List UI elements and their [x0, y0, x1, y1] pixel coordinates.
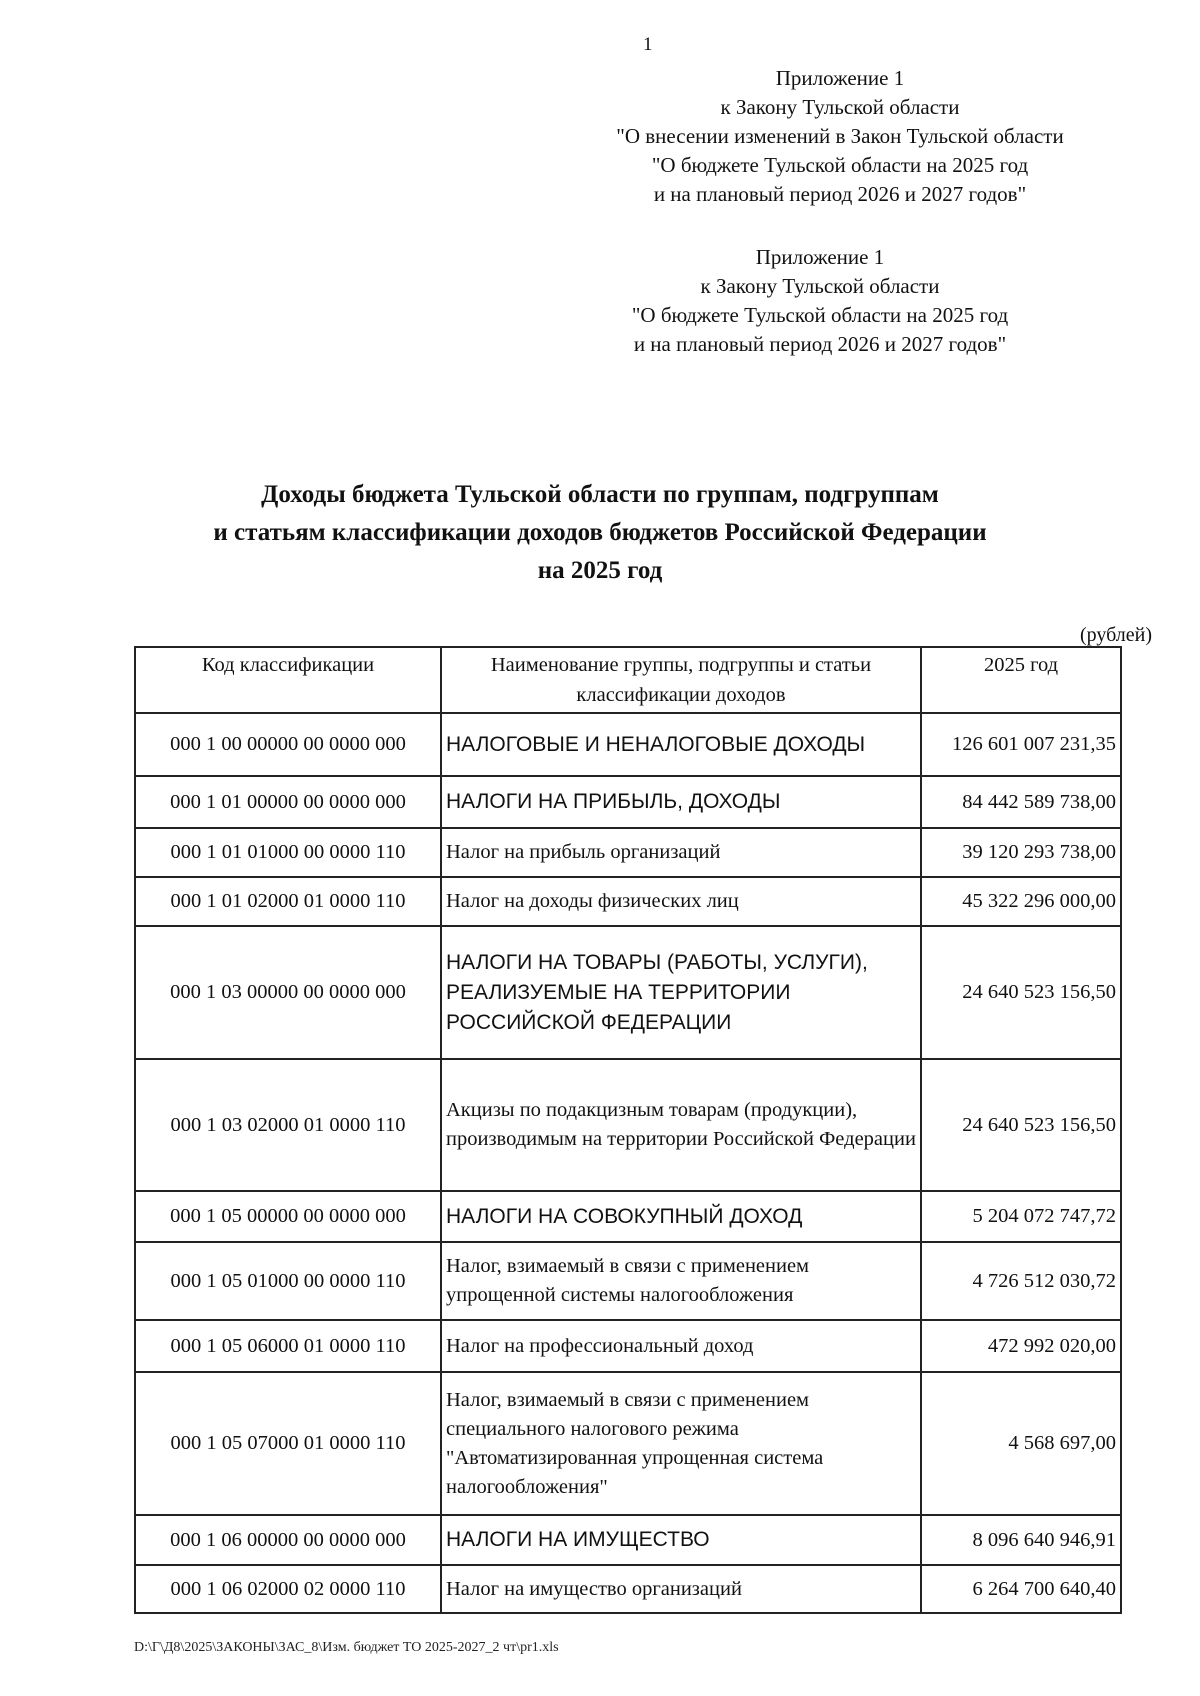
row-name: НАЛОГИ НА ПРИБЫЛЬ, ДОХОДЫ [441, 776, 921, 828]
annex-line: Приложение 1 [755, 245, 885, 269]
page-number: 1 [643, 34, 653, 55]
row-value: 472 992 020,00 [921, 1320, 1121, 1372]
row-code: 000 1 06 02000 02 0000 110 [135, 1565, 441, 1613]
annex-line: Приложение 1 [775, 66, 905, 90]
row-name: НАЛОГИ НА СОВОКУПНЫЙ ДОХОД [441, 1191, 921, 1242]
annex-line: и на плановый период 2026 и 2027 годов" [653, 182, 1027, 206]
row-name: НАЛОГИ НА ТОВАРЫ (РАБОТЫ, УСЛУГИ), РЕАЛИЗУЕМЫЕ НА ТЕРРИТОРИИ РОССИЙСКОЙ ФЕДЕРАЦИИ [441, 926, 921, 1059]
header-code: Код классификации [135, 647, 441, 713]
annex-line: и на плановый период 2026 и 2027 годов" [633, 332, 1007, 356]
row-name: НАЛОГИ НА ИМУЩЕСТВО [441, 1515, 921, 1565]
header-name: Наименование группы, подгруппы и статьи классификации доходов [441, 647, 921, 713]
row-name: Налог на профессиональный доход [441, 1320, 921, 1372]
annex-header-current [560, 64, 1120, 209]
row-value: 39 120 293 738,00 [921, 828, 1121, 877]
row-code: 000 1 00 00000 00 0000 000 [135, 713, 441, 776]
row-name: Налог на доходы физических лиц [441, 877, 921, 926]
row-code: 000 1 03 02000 01 0000 110 [135, 1059, 441, 1191]
row-name: Акцизы по подакцизным товарам (продукции), производимым на территории Российской Федерации [441, 1059, 921, 1191]
row-value: 6 264 700 640,40 [921, 1565, 1121, 1613]
row-value: 24 640 523 156,50 [921, 1059, 1121, 1191]
annex-line: к Закону Тульской области [700, 274, 940, 298]
row-code: 000 1 05 00000 00 0000 000 [135, 1191, 441, 1242]
annex-line: "О бюджете Тульской области на 2025 год [651, 153, 1029, 177]
table-row [135, 713, 1121, 776]
row-code: 000 1 03 00000 00 0000 000 [135, 926, 441, 1059]
table-row [135, 877, 1121, 926]
row-value: 45 322 296 000,00 [921, 877, 1121, 926]
currency-unit: (рублей) [1079, 624, 1152, 646]
row-code: 000 1 05 07000 01 0000 110 [135, 1372, 441, 1515]
row-value: 84 442 589 738,00 [921, 776, 1121, 828]
income-table [134, 646, 1122, 1614]
row-value: 5 204 072 747,72 [921, 1191, 1121, 1242]
row-code: 000 1 05 06000 01 0000 110 [135, 1320, 441, 1372]
annex-line: "О бюджете Тульской области на 2025 год [631, 303, 1009, 327]
row-code: 000 1 01 02000 01 0000 110 [135, 877, 441, 926]
row-value: 4 726 512 030,72 [921, 1242, 1121, 1320]
row-name: Налог, взимаемый в связи с применением упрощенной системы налогообложения [441, 1242, 921, 1320]
row-name: Налог на имущество организаций [441, 1565, 921, 1613]
table-row [135, 1372, 1121, 1515]
row-value: 24 640 523 156,50 [921, 926, 1121, 1059]
title-line: на 2025 год [537, 557, 663, 584]
table-row [135, 776, 1121, 828]
row-name: Налог, взимаемый в связи с применением специального налогового режима "Автоматизированная упрощенная система налогообложения" [441, 1372, 921, 1515]
table-row [135, 1565, 1121, 1613]
table-row [135, 1242, 1121, 1320]
table-row [135, 1320, 1121, 1372]
row-code: 000 1 05 01000 00 0000 110 [135, 1242, 441, 1320]
annex-line: к Закону Тульской области [720, 95, 960, 119]
row-name: НАЛОГОВЫЕ И НЕНАЛОГОВЫЕ ДОХОДЫ [441, 713, 921, 776]
header-year: 2025 год [921, 647, 1121, 713]
title-line: Доходы бюджета Тульской области по группам, подгруппам [261, 481, 939, 508]
table-row [135, 828, 1121, 877]
row-code: 000 1 06 00000 00 0000 000 [135, 1515, 441, 1565]
row-code: 000 1 01 00000 00 0000 000 [135, 776, 441, 828]
row-value: 4 568 697,00 [921, 1372, 1121, 1515]
row-value: 126 601 007 231,35 [921, 713, 1121, 776]
title-line: и статьям классификации доходов бюджетов Российской Федерации [213, 519, 987, 546]
table-row [135, 1515, 1121, 1565]
document-title [150, 476, 1050, 590]
row-code: 000 1 01 01000 00 0000 110 [135, 828, 441, 877]
annex-header-original [560, 243, 1080, 359]
table-row [135, 1059, 1121, 1191]
row-name: Налог на прибыль организаций [441, 828, 921, 877]
annex-line: "О внесении изменений в Закон Тульской области [616, 124, 1064, 148]
table-row [135, 926, 1121, 1059]
table-row [135, 1191, 1121, 1242]
file-path-footer: D:\Г\Д8\2025\ЗАКОНЫ\ЗАС_8\Изм. бюджет ТО 2025-2027_2 чт\pr1.xls [134, 1640, 559, 1655]
table-header-row [135, 647, 1121, 713]
row-value: 8 096 640 946,91 [921, 1515, 1121, 1565]
